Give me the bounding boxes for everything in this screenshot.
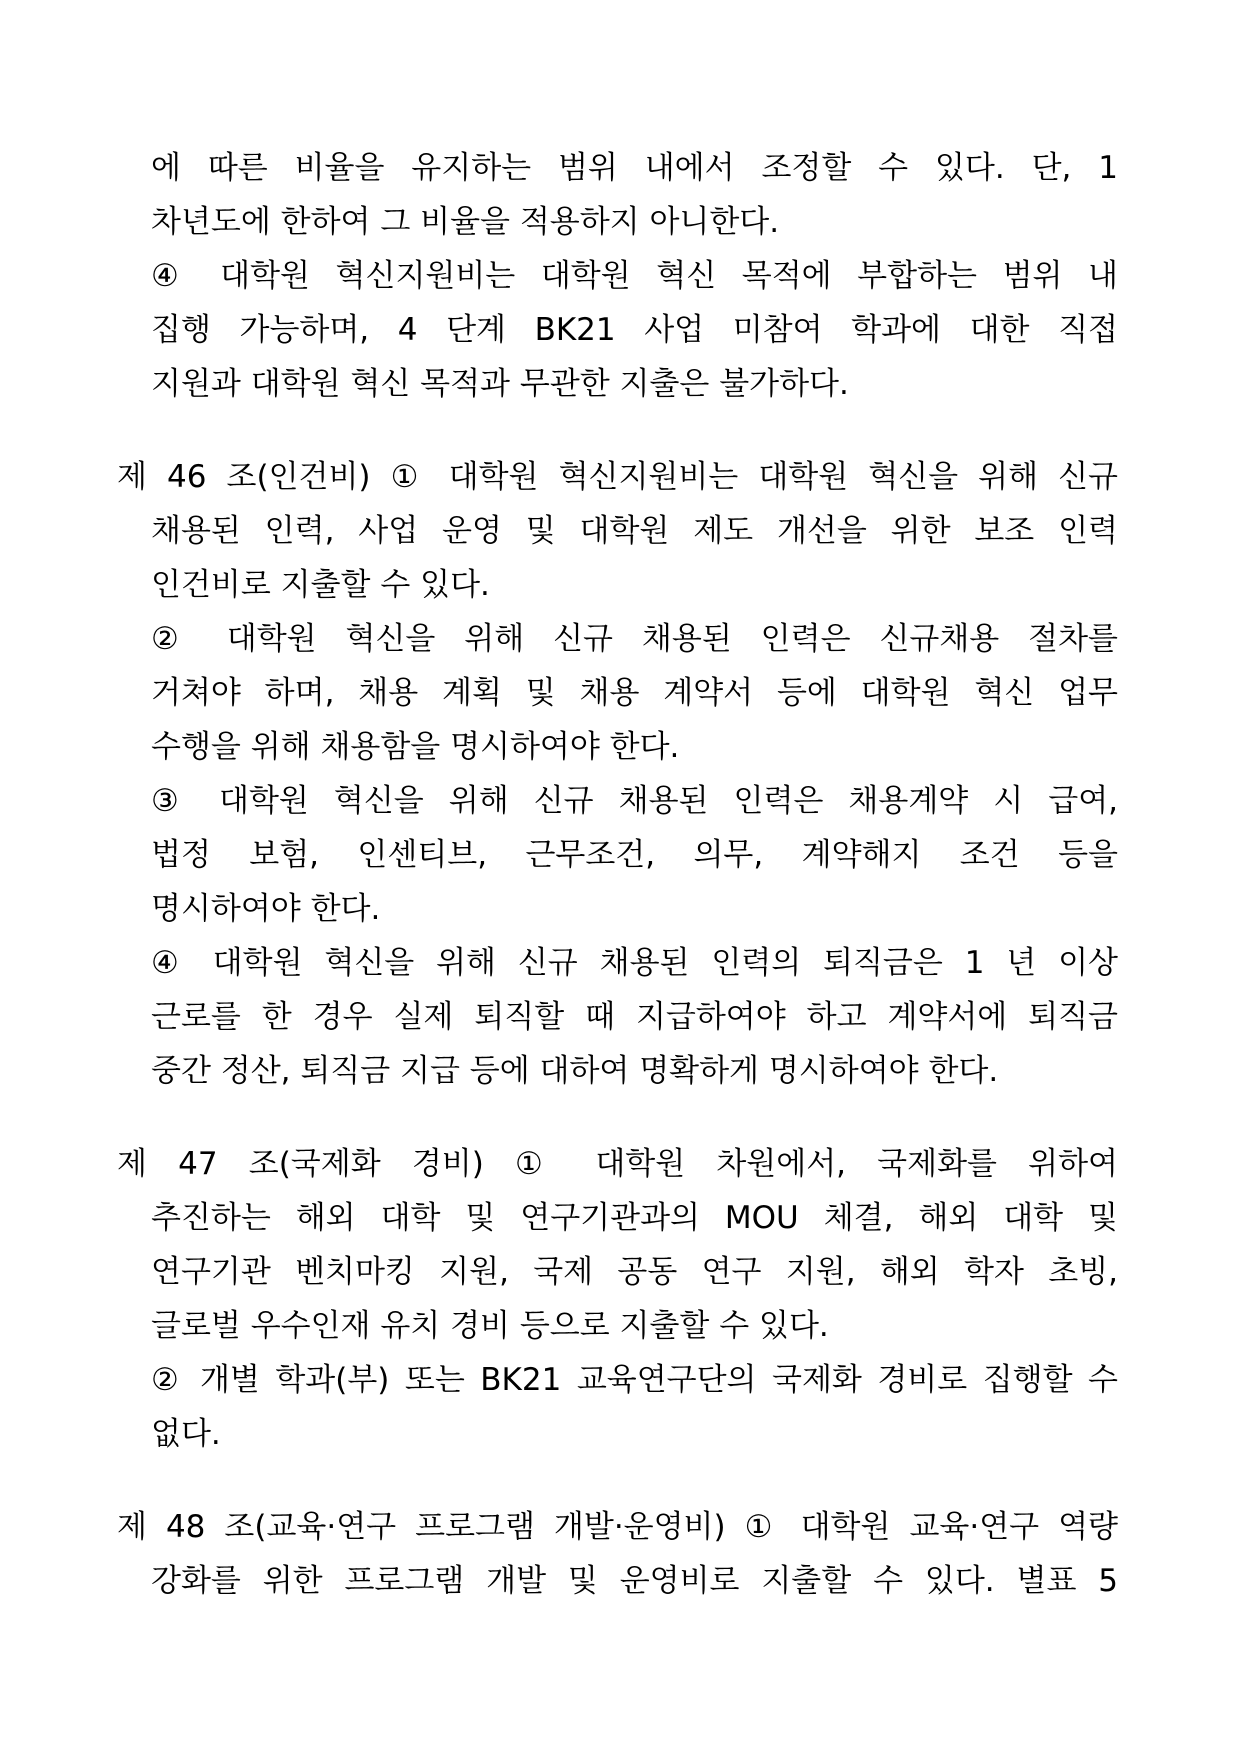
text-line: 거쳐야 하며, 채용 계획 및 채용 계약서 등에 대학원 혁신 업무 [151,675,1118,711]
text-line: 인건비로 지출할 수 있다. [151,567,490,603]
text-line: 에 따른 비율을 유지하는 범위 내에서 조정할 수 있다. 단, 1 [151,150,1118,186]
article-heading-paragraph [0,450,1241,612]
text-line: 근로를 한 경우 실제 퇴직할 때 지급하여야 하고 계약서에 퇴직금 [151,999,1118,1035]
article-heading-paragraph [0,1137,1241,1353]
text-line: 채용된 인력, 사업 운영 및 대학원 제도 개선을 위한 보조 인력 [151,513,1118,549]
clause-paragraph [0,249,1241,411]
article-section [0,1500,1241,1608]
article-heading-line: 제 47 조(국제화 경비) ① 대학원 차원에서, 국제화를 위하여 [117,1146,1118,1182]
text-line: 중간 정산, 퇴직금 지급 등에 대하여 명확하게 명시하여야 한다. [151,1053,999,1089]
text-line: ② 개별 학과(부) 또는 BK21 교육연구단의 국제화 경비로 집행할 수 [151,1362,1118,1398]
text-line: 글로벌 우수인재 유치 경비 등으로 지출할 수 있다. [151,1308,829,1344]
text-line: 지원과 대학원 혁신 목적과 무관한 지출은 불가하다. [151,366,849,402]
text-line: 명시하여야 한다. [151,891,381,927]
clause-paragraph [0,612,1241,774]
article-heading-paragraph [0,1500,1241,1608]
text-line: 수행을 위해 채용함을 명시하여야 한다. [151,729,680,765]
clause-paragraph [0,141,1241,249]
article-heading-line: 제 48 조(교육·연구 프로그램 개발·운영비) ① 대학원 교육·연구 역량 [117,1509,1118,1545]
text-line: 집행 가능하며, 4 단계 BK21 사업 미참여 학과에 대한 직접 [151,312,1118,348]
text-line: 없다. [151,1416,221,1452]
article-heading-line: 제 46 조(인건비) ① 대학원 혁신지원비는 대학원 혁신을 위해 신규 [117,459,1118,495]
article-section [0,1137,1241,1461]
text-line: ② 대학원 혁신을 위해 신규 채용된 인력은 신규채용 절차를 [151,621,1118,657]
text-line: 차년도에 한하여 그 비율을 적용하지 아니한다. [151,204,780,240]
text-line: 연구기관 벤치마킹 지원, 국제 공동 연구 지원, 해외 학자 초빙, [151,1254,1118,1290]
text-line: ④ 대학원 혁신을 위해 신규 채용된 인력의 퇴직금은 1 년 이상 [151,945,1118,981]
text-line: ③ 대학원 혁신을 위해 신규 채용된 인력은 채용계약 시 급여, [151,783,1118,819]
text-line: 법정 보험, 인센티브, 근무조건, 의무, 계약해지 조건 등을 [151,837,1118,873]
previous-article-continuation [0,141,1241,411]
article-section [0,450,1241,1098]
text-line: 강화를 위한 프로그램 개발 및 운영비로 지출할 수 있다. 별표 5 [151,1563,1118,1599]
clause-paragraph [0,774,1241,936]
text-line: 추진하는 해외 대학 및 연구기관과의 MOU 체결, 해외 대학 및 [151,1200,1118,1236]
clause-paragraph [0,1353,1241,1461]
text-line: ④ 대학원 혁신지원비는 대학원 혁신 목적에 부합하는 범위 내 [151,258,1118,294]
clause-paragraph [0,936,1241,1098]
